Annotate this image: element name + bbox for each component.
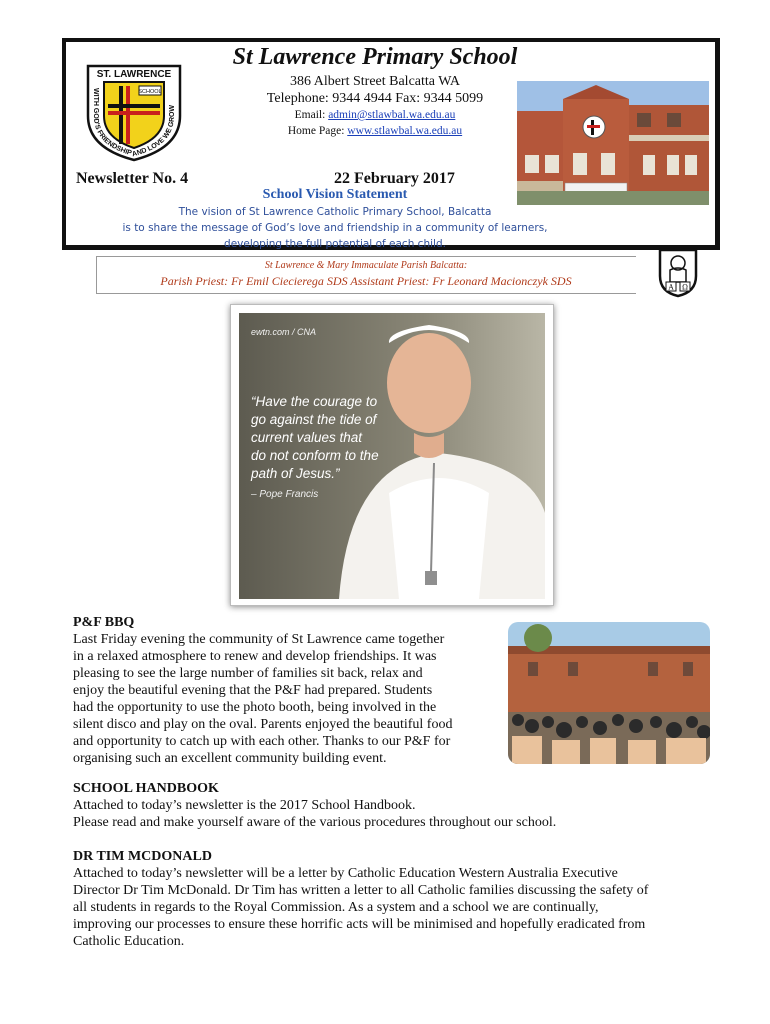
article-line: Attached to today’s newsletter will be a letter by Catholic Education Western Australia Executive — [73, 866, 618, 881]
parish-priests: Parish Priest: Fr Emil Ciecierega SDS Assistant Priest: Fr Leonard Macionczyk SDS — [160, 274, 572, 288]
quote-line: “Have the courage to — [251, 394, 378, 409]
vision-title: School Vision Statement — [262, 187, 408, 202]
telephone-line: Telephone: 9344 4944 Fax: 9344 5099 — [266, 91, 484, 106]
vision-line: is to share the message of God’s love and friendship in a community of learners, — [122, 222, 548, 234]
article-line: enjoy the beautiful evening that the P&F had prepared. Students — [73, 683, 433, 698]
article-line: Please read and make yourself aware of the various procedures throughout our school. — [73, 815, 557, 830]
pope-quote-image — [230, 304, 554, 606]
crest-inner-label: SCHOOL — [138, 89, 162, 95]
article-line: silent disco and play on the oval. Parents enjoyed the beautiful food — [73, 717, 453, 732]
pope-photo — [239, 313, 545, 599]
newsletter-number: Newsletter No. 4 — [76, 170, 189, 187]
crest-top-text: ST. LAWRENCE — [96, 69, 172, 80]
pope-quote — [251, 393, 391, 483]
article-line: Attached to today’s newsletter is the 2017 School Handbook. — [73, 798, 416, 813]
school-building-photo — [517, 81, 709, 205]
article-line: Catholic Education. — [73, 934, 185, 949]
vision-statement — [100, 204, 570, 252]
quote-line: path of Jesus.” — [251, 466, 340, 481]
article-line: Last Friday evening the community of St Lawrence came together — [73, 632, 445, 647]
homepage-label: Home Page: — [287, 125, 348, 137]
article-line: had the opportunity to use the photo booth, being involved in the — [73, 700, 437, 715]
image-credit: ewtn.com / CNA — [251, 327, 317, 337]
newsletter-date: 22 February 2017 — [334, 170, 455, 187]
article-line: organising such an excellent community building event. — [73, 751, 387, 766]
emblem-letter-alpha: A — [668, 283, 674, 292]
school-name: St Lawrence Primary School — [232, 44, 518, 70]
quote-line: current values that — [251, 430, 363, 445]
article-handbook — [73, 780, 713, 831]
quote-line: do not conform to the — [251, 448, 379, 463]
school-address: 386 Albert Street Balcatta WA — [289, 74, 461, 89]
contact-block — [180, 73, 570, 139]
article-heading: SCHOOL HANDBOOK — [73, 781, 219, 796]
article-bbq — [73, 614, 503, 767]
quote-line: go against the tide of — [251, 412, 377, 427]
bbq-event-photo — [508, 622, 710, 764]
article-line: all students in regards to the Royal Commission. As a system and a school we are continually, — [73, 900, 599, 915]
article-mcdonald — [73, 848, 733, 950]
article-line: pleasing to see the large number of families sit back, relax and — [73, 666, 423, 681]
homepage-link[interactable]: www.stlawbal.wa.edu.au — [347, 125, 463, 137]
article-heading: P&F BBQ — [73, 615, 135, 630]
article-line: Director Dr Tim McDonald. Dr Tim has written a letter to all Catholic families discussing the safety of — [73, 883, 649, 898]
email-label: Email: — [294, 109, 329, 121]
homepage-line — [180, 123, 570, 139]
vision-line: The vision of St Lawrence Catholic Primary School, Balcatta — [178, 206, 492, 218]
email-line — [180, 107, 570, 123]
article-line: improving our processes to ensure these horrific acts will be minimised and hopefully eradicated from — [73, 917, 646, 932]
school-crest-logo — [82, 62, 186, 162]
article-heading: DR TIM MCDONALD — [73, 849, 212, 864]
article-line: in a relaxed atmosphere to renew and develop friendships. It was — [73, 649, 437, 664]
email-link[interactable]: admin@stlawbal.wa.edu.au — [328, 109, 456, 121]
emblem-letter-omega: Ω — [682, 283, 688, 292]
parish-emblem-icon — [656, 246, 700, 298]
vision-line: developing the full potential of each child. — [224, 238, 446, 250]
crest-ring-text: WITH GOD'S FRIENDSHIP AND LOVE WE GROW — [91, 88, 177, 159]
quote-attribution: – Pope Francis — [251, 489, 319, 500]
article-line: and opportunity to catch up with each other. Thanks to our P&F for — [73, 734, 451, 749]
parish-title: St Lawrence & Mary Immaculate Parish Balcatta: — [264, 260, 468, 271]
